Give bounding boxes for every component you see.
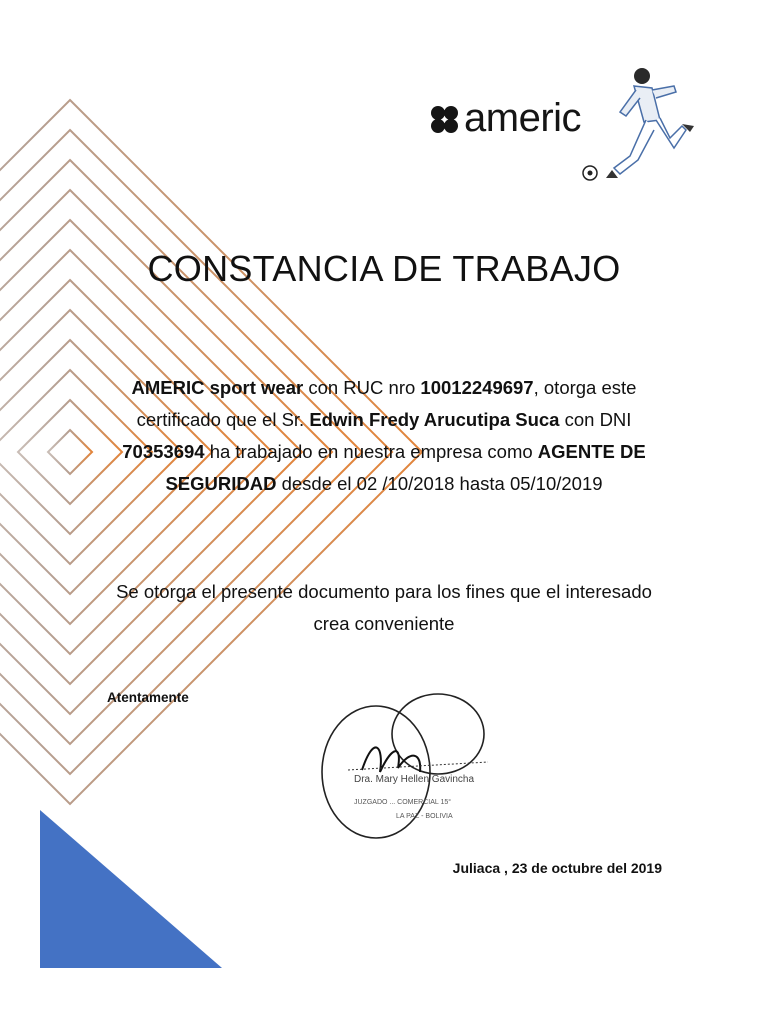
employee-name: Edwin Fredy Arucutipa Suca (309, 409, 560, 430)
body-text-ruc: con RUC nro (303, 377, 421, 398)
body-text-dni: con DNI (559, 409, 632, 430)
blue-triangle (40, 810, 222, 968)
signature-stamp (318, 686, 498, 842)
closing-salutation: Atentamente (107, 690, 189, 705)
employment-period: desde el 02 /10/2018 hasta 05/10/2019 (276, 473, 603, 494)
dni-number: 70353694 (122, 441, 205, 462)
soccer-player-icon (583, 68, 694, 180)
logo-brand-text: americ (464, 96, 582, 140)
place-and-date: Juliaca , 23 de octubre del 2019 (452, 860, 662, 876)
company-name: AMERIC sport wear (131, 377, 304, 398)
diamond-line (48, 430, 92, 474)
ruc-number: 10012249697 (420, 377, 534, 398)
company-logo (424, 60, 708, 188)
document-title: CONSTANCIA DE TRABAJO (147, 248, 621, 289)
body-text-worked: ha trabajado en nuestra empresa como (204, 441, 538, 462)
body-text-grants: , otorga este certificado que el Sr. (136, 377, 637, 430)
job-position: AGENTE DE SEGURIDAD (165, 441, 646, 494)
purpose-note: Se otorga el presente documento para los fines que el interesado crea conveniente (116, 581, 652, 634)
stamp-line-1: Dra. Mary Hellen Gavincha (354, 774, 475, 785)
certificate-body (110, 372, 658, 500)
clover-icon (431, 106, 458, 133)
stamp-line-2: JUZGADO ... COMERCIAL 15° (354, 799, 452, 806)
stamp-line-3: LA PAZ - BOLIVIA (396, 813, 453, 820)
diamond-line (18, 400, 122, 504)
